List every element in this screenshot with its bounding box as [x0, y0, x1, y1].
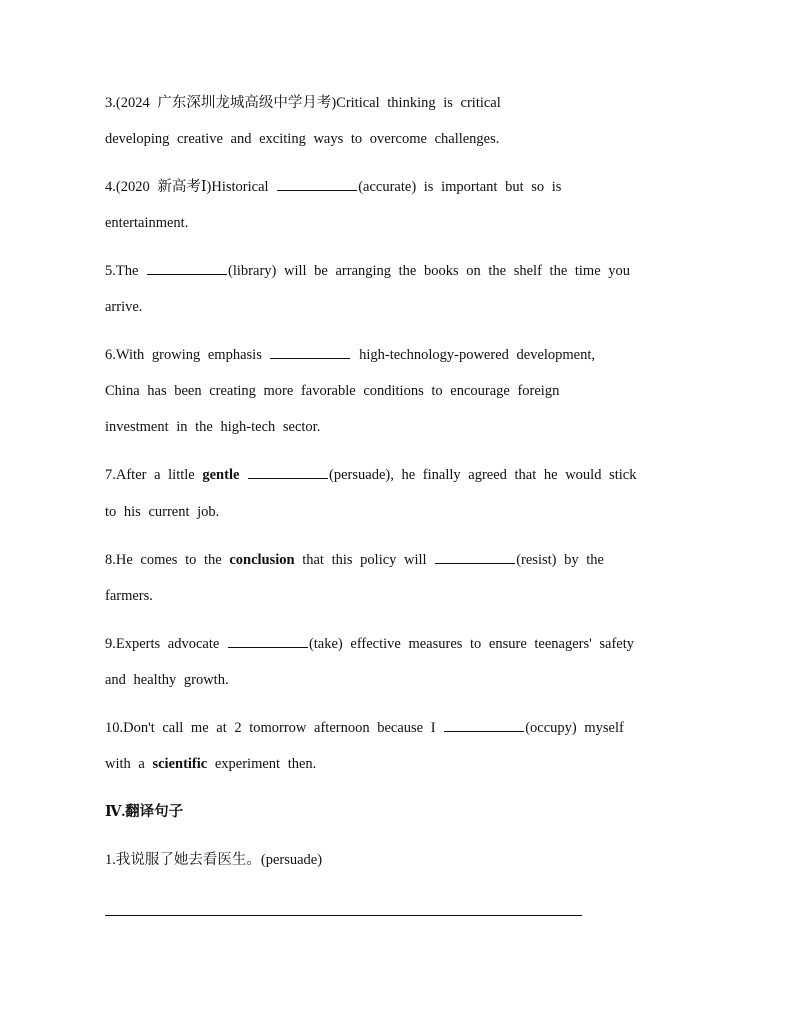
item-7-line-2: to his current job. — [105, 504, 220, 520]
item-3-line-2: developing creative and exciting ways to overcome challenges. — [105, 131, 500, 147]
item-10-line-2 — [105, 755, 316, 773]
item-9-text-after: (take) effective measures to ensure teenagers' safety — [308, 636, 635, 652]
item-6-line-1 — [105, 346, 595, 364]
item-3-line-1: 3.(2024 广东深圳龙城高级中学月考)Critical thinking is critical — [105, 95, 501, 111]
item-7-line-1 — [105, 466, 636, 484]
item-7-spacer — [239, 467, 247, 483]
item-4-text-before: 4.(2020 新高考Ⅰ)Historical — [105, 179, 277, 195]
item-8-text-after: (resist) by the — [516, 552, 604, 568]
item-10-line-2-before: with a — [105, 756, 153, 772]
item-10-line-2-after: experiment then. — [207, 756, 317, 772]
answer-blank[interactable] — [270, 346, 350, 359]
item-5-line-1 — [105, 262, 630, 280]
item-6-text-after: high-technology-powered development, — [351, 347, 596, 363]
item-8-text-before: 8.He comes to the — [105, 552, 230, 568]
item-9-line-1 — [105, 635, 634, 653]
item-6-text-before: 6.With growing emphasis — [105, 347, 270, 363]
item-5-text-after: (library) will be arranging the books on the shelf the time you — [228, 263, 631, 279]
item-8-line-1 — [105, 551, 604, 569]
item-7-text-after: (persuade), he finally agreed that he would stick — [329, 467, 637, 483]
item-4-line-2: entertainment. — [105, 215, 189, 231]
item-9-text-before: 9.Experts advocate — [105, 636, 227, 652]
item-8-bold-word: conclusion — [229, 552, 295, 568]
answer-line[interactable] — [105, 915, 582, 916]
item-8-line-2: farmers. — [105, 588, 153, 604]
item-10-bold-word: scientific — [152, 756, 208, 772]
answer-blank[interactable] — [147, 262, 227, 275]
item-9-line-2: and healthy growth. — [105, 672, 229, 688]
item-5-text-before: 5.The — [105, 263, 147, 279]
answer-blank[interactable] — [228, 635, 308, 648]
answer-blank[interactable] — [444, 719, 524, 732]
item-4-text-after: (accurate) is important but so is — [358, 179, 562, 195]
item-6-line-3: investment in the high-tech sector. — [105, 419, 321, 435]
item-10-line-1 — [105, 719, 624, 737]
answer-blank[interactable] — [248, 466, 328, 479]
section-heading: Ⅳ.翻译句子 — [105, 804, 184, 820]
item-4-line-1 — [105, 178, 561, 196]
translation-question-1: 1.我说服了她去看医生。(persuade) — [105, 852, 323, 868]
item-6-line-2: China has been creating more favorable conditions to encourage foreign — [105, 383, 560, 399]
item-7-text-before: 7.After a little — [105, 467, 203, 483]
item-8-text-middle: that this policy will — [294, 552, 435, 568]
answer-blank[interactable] — [435, 551, 515, 564]
item-10-text-before: 10.Don't call me at 2 tomorrow afternoon because I — [105, 720, 444, 736]
answer-blank[interactable] — [277, 178, 357, 191]
item-10-text-after: (occupy) myself — [525, 720, 624, 736]
item-7-bold-word: gentle — [202, 467, 240, 483]
item-5-line-2: arrive. — [105, 299, 143, 315]
